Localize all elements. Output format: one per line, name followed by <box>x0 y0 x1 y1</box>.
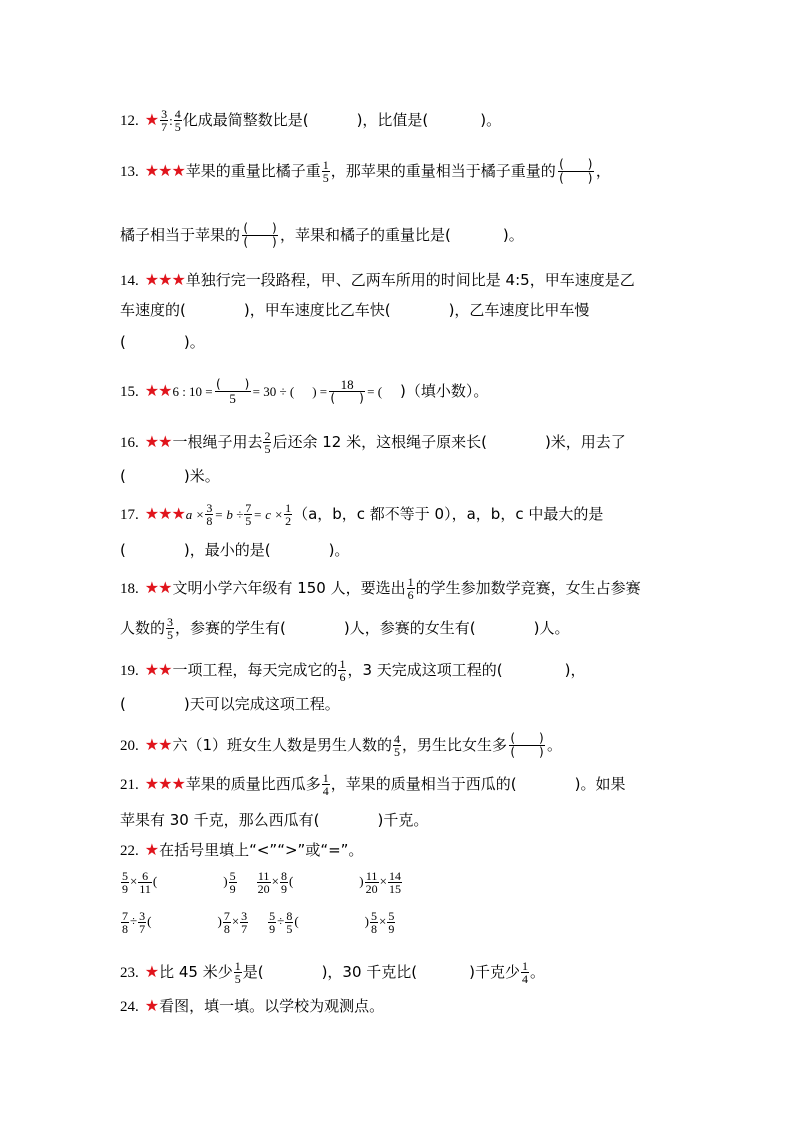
fraction: $\frac{14}{15}$ <box>388 869 401 896</box>
question-24: 24. ★看图，填一填。以学校为观测点。 <box>120 996 385 1015</box>
question-16-line-2: ( )米。 <box>120 467 220 485</box>
fraction: $\frac{1}{2}$ <box>285 501 292 528</box>
question-13: 13. ★★★苹果的重量比橘子重 $\frac{1}{5}$ ，那苹果的重量相当于橘子重量的 ( ) ( ) ， <box>120 157 611 185</box>
fraction: $\frac{11}{20}$ <box>257 869 270 896</box>
question-15: 15. ★★6 : 10 = ( ) 5 = 30 ÷ ( ) = 18 ( ) = ( )（填小数）。 <box>120 377 489 406</box>
question-18-line-2: 人数的 $\frac{3}{5}$ ，参赛的学生有( )人，参赛的女生有( )人。 <box>120 615 570 642</box>
fraction: $\frac{7}{5}$ <box>245 501 252 528</box>
difficulty-stars: ★★★ <box>144 774 185 793</box>
question-18: 18. ★★文明小学六年级有 150 人，要选出 $\frac{1}{6}$ 的学生参加数学竞赛，女生占参赛 <box>120 575 641 602</box>
question-17: 17. ★★★a × $\frac{3}{8}$ = b ÷ $\frac{7}{5}$ = c × $\frac{1}{2}$ （a，b，c 都不等于 0），a，b，c 中最大的是 <box>120 501 604 528</box>
fraction: $\frac{1}{5}$ <box>322 158 329 185</box>
difficulty-stars: ★★ <box>144 578 172 597</box>
difficulty-stars: ★★★ <box>144 504 185 523</box>
fraction: $\frac{1}{5}$ <box>234 959 241 986</box>
difficulty-stars: ★ <box>144 840 159 859</box>
fraction: $\frac{8}{5}$ <box>286 909 293 936</box>
answer-fraction-blank[interactable]: ( ) ( ) <box>243 221 277 249</box>
fraction: $\frac{5}{9}$ <box>122 869 128 896</box>
question-14-line-2: 车速度的( )，甲车速度比乙车快( )，乙车速度比甲车慢 <box>120 301 590 319</box>
question-23: 23. ★比 45 米少 $\frac{1}{5}$ 是( )，30 千克比( )千克少 $\frac{1}{4}$ 。 <box>120 959 546 986</box>
difficulty-stars: ★ <box>144 110 159 129</box>
compare-row-2: $\frac{7}{8}$ ÷ $\frac{3}{7}$ ( ) $\frac{7}{8}$ × $\frac{3}{7}$ $\frac{5}{9}$ ÷ $\frac{8}{5}$ ( ) $\frac{5}{8}$ × $\frac{5}{9}$ <box>122 909 395 936</box>
fraction: $\frac{2}{5}$ <box>264 429 271 456</box>
fraction: $\frac{6}{11}$ <box>139 869 151 896</box>
question-19-line-2: ( )天可以完成这项工程。 <box>120 695 340 713</box>
fraction: $\frac{4}{5}$ <box>174 107 181 134</box>
question-14: 14. ★★★单独行完一段路程，甲、乙两车所用的时间比是 4:5，甲车速度是乙 <box>120 270 635 289</box>
difficulty-stars: ★★ <box>144 660 172 679</box>
difficulty-stars: ★★ <box>144 735 172 754</box>
difficulty-stars: ★ <box>144 996 159 1015</box>
fraction: $\frac{7}{8}$ <box>223 909 230 936</box>
question-14-line-3: ( )。 <box>120 333 205 351</box>
difficulty-stars: ★★★ <box>144 270 185 289</box>
fraction: $\frac{1}{6}$ <box>339 657 346 684</box>
question-17-line-2: ( )，最小的是( )。 <box>120 541 350 559</box>
difficulty-stars: ★★★ <box>144 161 185 180</box>
fraction: $\frac{7}{8}$ <box>122 909 128 936</box>
answer-fraction-blank[interactable]: 18 ( ) <box>330 377 364 405</box>
difficulty-stars: ★ <box>144 962 159 981</box>
question-22: 22. ★在括号里填上“<”“>”或“=”。 <box>120 840 364 859</box>
answer-fraction-blank[interactable]: ( ) ( ) <box>559 157 593 185</box>
fraction: $\frac{11}{20}$ <box>365 869 378 896</box>
question-12: 12. ★ $\frac{3}{7}$ : $\frac{4}{5}$ 化成最简整数比是( )，比值是( )。 <box>120 107 502 134</box>
question-20: 20. ★★六（1）班女生人数是男生人数的 $\frac{4}{5}$ ，男生比女生多 ( ) ( ) 。 <box>120 731 563 759</box>
fraction: $\frac{1}{6}$ <box>407 575 414 602</box>
question-16: 16. ★★一根绳子用去 $\frac{2}{5}$ 后还余 12 米，这根绳子原来长( )米，用去了 <box>120 429 626 456</box>
fraction: $\frac{5}{9}$ <box>229 869 236 896</box>
compare-row-1: $\frac{5}{9}$ × $\frac{6}{11}$ ( ) $\frac{5}{9}$ $\frac{11}{20}$ × $\frac{8}{9}$ ( ) $\frac{11}{20}$ × $\frac{14}{15}$ <box>122 869 401 896</box>
fraction: $\frac{3}{7}$ <box>241 909 248 936</box>
question-19: 19. ★★一项工程，每天完成它的 $\frac{1}{6}$ ，3 天完成这项工程的( )， <box>120 657 586 684</box>
fraction: $\frac{5}{9}$ <box>388 909 395 936</box>
fraction: $\frac{3}{7}$ <box>139 909 146 936</box>
answer-fraction-blank[interactable]: ( ) 5 <box>215 377 250 406</box>
difficulty-stars: ★★ <box>144 432 172 451</box>
fraction: $\frac{1}{4}$ <box>522 959 528 986</box>
fraction: $\frac{8}{9}$ <box>280 869 287 896</box>
fraction: $\frac{3}{5}$ <box>167 615 174 642</box>
fraction: $\frac{3}{7}$ <box>161 107 168 134</box>
fraction: $\frac{5}{8}$ <box>371 909 377 936</box>
fraction: $\frac{4}{5}$ <box>393 732 400 759</box>
fraction: $\frac{1}{4}$ <box>322 771 329 798</box>
answer-fraction-blank[interactable]: ( ) ( ) <box>510 731 544 759</box>
question-21: 21. ★★★苹果的质量比西瓜多 $\frac{1}{4}$ ，苹果的质量相当于西瓜的( )。如果 <box>120 771 626 798</box>
fraction: $\frac{3}{8}$ <box>206 501 213 528</box>
question-21-line-2: 苹果有 30 千克，那么西瓜有( )千克。 <box>120 811 429 829</box>
question-number: 12. <box>120 113 139 129</box>
difficulty-stars: ★★ <box>144 381 172 400</box>
question-13-line-2: 橘子相当于苹果的 ( ) ( ) ，苹果和橘子的重量比是( )。 <box>120 221 524 249</box>
fraction: $\frac{5}{9}$ <box>269 909 276 936</box>
